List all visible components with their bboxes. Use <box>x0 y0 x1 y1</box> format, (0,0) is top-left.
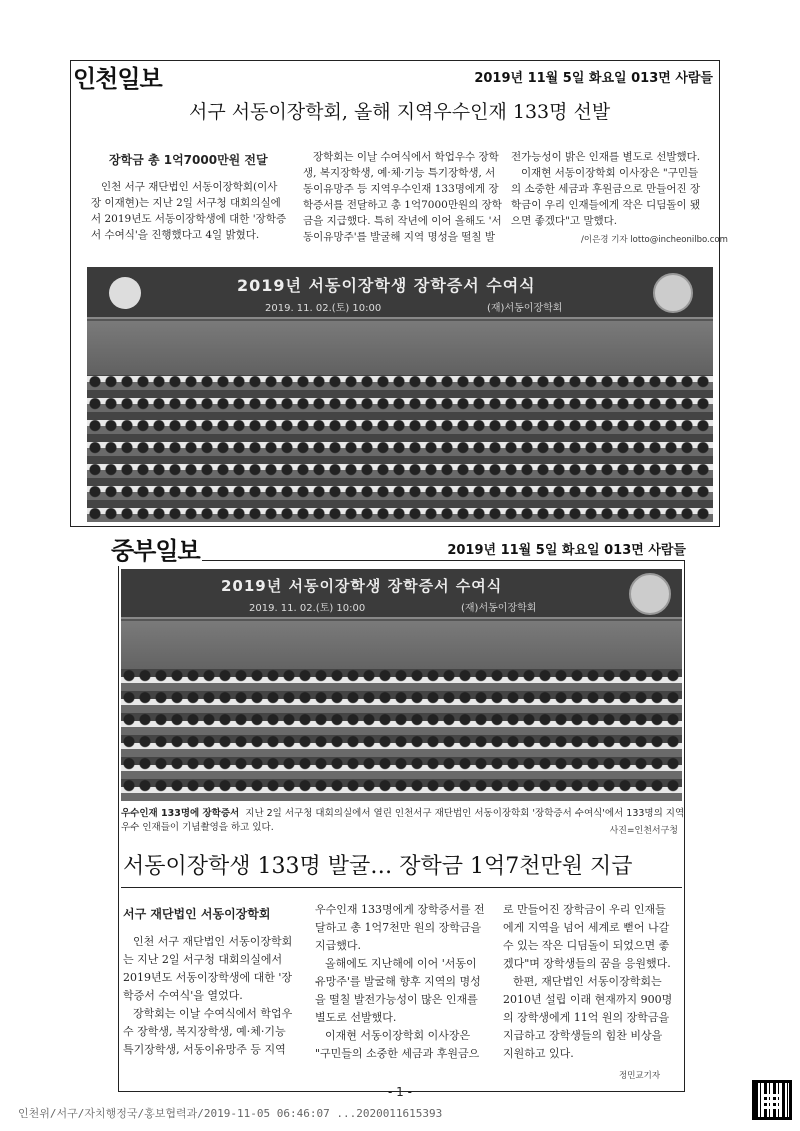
divider <box>121 887 682 888</box>
text-line: 수 있는 작은 디딤돌이 되었으면 좋 <box>503 939 670 952</box>
seal-icon <box>629 573 671 615</box>
text-line: 이재현 서동이장학회 이사장은 "구민들 <box>521 167 699 179</box>
text-line: 을 떨칠 발전가능성이 많은 인재를 <box>315 993 478 1006</box>
text-line: 2019년도 서동이장학생에 대한 '장 <box>123 971 293 984</box>
text-line: 금을 지급했다. 특히 작년에 이어 올해도 '서 <box>303 215 502 227</box>
logo-icon <box>109 277 141 309</box>
text-line: 지원하고 있다. <box>503 1047 574 1060</box>
text-line: 동이유망주'를 발굴해 지역 명성을 떨칠 발 <box>303 231 496 243</box>
article-column-2 <box>303 149 503 245</box>
text-line: 으면 좋겠다"고 말했다. <box>511 215 618 227</box>
newspaper-name: 중부일보 <box>109 531 202 566</box>
banner-date: 2019. 11. 02.(토) 10:00 <box>249 603 366 614</box>
text-line: 인천 서구 재단법인 서동이장학회(이사 <box>101 181 278 193</box>
stage-backdrop <box>87 321 713 381</box>
article-column-3 <box>503 901 683 1063</box>
text-line: 장학회는 이날 수여식에서 학업우수 장학 <box>313 151 499 163</box>
text-line: 학증서를 전달하고 총 1억7000만원의 장학 <box>303 199 502 211</box>
publication-date: 2019년 11월 5일 화요일 013면 사람들 <box>447 543 686 558</box>
text-line: 2010년 설립 이래 현재까지 900명 <box>503 993 673 1006</box>
article-column-1 <box>123 933 303 1059</box>
text-line: 인천 서구 재단법인 서동이장학회 <box>133 935 293 948</box>
clipping-joongboo-ilbo <box>111 537 686 1092</box>
text-line: 서 2019년도 서동이장학생에 대한 '장학증 <box>91 213 287 225</box>
photo-banner <box>121 569 682 619</box>
text-line: 의 소중한 세금과 후원금으로 만들어진 장 <box>511 183 701 195</box>
qr-code-icon <box>752 1080 792 1120</box>
text-line: 동이유망주 등 지역우수인재 133명에게 장 <box>303 183 499 195</box>
caption-title: 우수인재 133명에 장학증서 <box>121 808 240 819</box>
text-line: "구민들의 소중한 세금과 후원금으 <box>315 1047 480 1060</box>
seal-icon <box>653 273 693 313</box>
text-line: 지급했다. <box>315 939 362 952</box>
banner-org: (재)서동이장학회 <box>487 303 563 314</box>
text-line: 겠다"며 장학생들의 꿈을 응원했다. <box>503 957 671 970</box>
text-line: 별도로 선발했다. <box>315 1011 397 1024</box>
ceremony-photo <box>87 267 713 522</box>
text-line: 올해에도 지난해에 이어 '서동이 <box>325 957 477 970</box>
text-line: 학금이 우리 인재들에게 작은 디딤돌이 됐 <box>511 199 701 211</box>
publication-date: 2019년 11월 5일 화요일 013면 사람들 <box>474 71 713 86</box>
text-line: 특기장학생, 서동이유망주 등 지역 <box>123 1043 286 1056</box>
text-line: 전가능성이 밝은 인재를 별도로 선발했다. <box>511 151 701 163</box>
caption-text: 지난 2일 서구청 대회의실에서 열린 인천서구 재단법인 서동이장학회 '장학증서 수여식'에서 133명의 지역 <box>245 808 685 819</box>
byline: 정민교기자 <box>619 1071 661 1081</box>
text-line: 학증서 수여식'을 열었다. <box>123 989 243 1002</box>
text-line: 장학회는 이날 수여식에서 학업우 <box>133 1007 293 1020</box>
text-line: 의 장학생에게 11억 원의 장학금을 <box>503 1011 670 1024</box>
text-line: 수 장학생, 복지장학생, 예·체·기능 <box>123 1025 286 1038</box>
banner-title: 2019년 서동이장학생 장학증서 수여식 <box>221 577 503 595</box>
photo-banner <box>87 267 713 319</box>
text-line: 에게 지역을 넘어 세계로 뻗어 나갈 <box>503 921 670 934</box>
ceremony-photo <box>121 569 682 801</box>
subhead: 서구 재단법인 서동이장학회 <box>123 907 271 921</box>
article-column-3 <box>511 149 716 229</box>
page-number: - 1 - <box>388 1085 412 1099</box>
crowd-image <box>87 375 713 522</box>
photo-credit: 사진=인천서구청 <box>609 826 678 836</box>
text-line: 지급하고 장학생들의 힘찬 비상을 <box>503 1029 663 1042</box>
headline: 서구 서동이장학회, 올해 지역우수인재 133명 선발 <box>189 101 611 123</box>
banner-title: 2019년 서동이장학생 장학증서 수여식 <box>237 276 536 295</box>
footer-stamp: 인천위/서구/자치행정국/홍보협력과/2019-11-05 06:46:07 ...2020011615393 <box>18 1107 443 1120</box>
article-column-1 <box>91 179 286 243</box>
article-column-2 <box>315 901 495 1063</box>
text-line: 서 수여식'을 진행했다고 4일 밝혔다. <box>91 229 260 241</box>
headline: 서동이장학생 133명 발굴… 장학금 1억7천만원 지급 <box>123 854 633 879</box>
photo-caption <box>121 807 684 835</box>
text-line: 우수인재 133명에게 장학증서를 전 <box>315 903 485 916</box>
text-line: 한편, 재단법인 서동이장학회는 <box>513 975 662 988</box>
text-line: 는 지난 2일 서구청 대회의실에서 <box>123 953 283 966</box>
newspaper-name: 인천일보 <box>73 65 162 93</box>
crowd-image <box>121 669 682 801</box>
text-line: 생, 복지장학생, 예·체·기능 특기장학생, 서 <box>303 167 496 179</box>
byline: /이은경 기자 lotto@incheonilbo.com <box>581 235 728 245</box>
text-line: 장 이재현)는 지난 2일 서구청 대회의실에 <box>91 197 281 209</box>
text-line: 유망주'를 발굴해 향후 지역의 명성 <box>315 975 481 988</box>
text-line: 달하고 총 1억7천만 원의 장학금을 <box>315 921 482 934</box>
banner-date: 2019. 11. 02.(토) 10:00 <box>265 303 382 314</box>
banner-org: (재)서동이장학회 <box>461 603 537 614</box>
caption-text: 우수 인재들이 기념촬영을 하고 있다. <box>121 822 274 833</box>
subhead: 장학금 총 1억7000만원 전달 <box>109 153 268 167</box>
clipping-incheon-ilbo <box>70 60 728 527</box>
text-line: 로 만들어진 장학금이 우리 인재들 <box>503 903 666 916</box>
text-line: 이재현 서동이장학회 이사장은 <box>325 1029 471 1042</box>
